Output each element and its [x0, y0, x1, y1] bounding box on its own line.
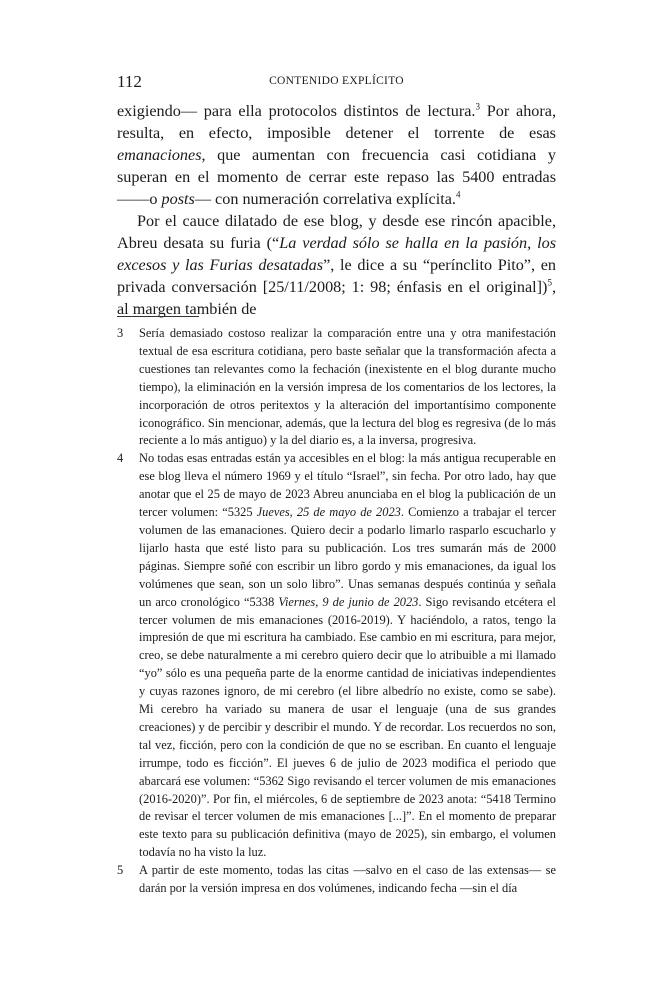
text-run: Por el cauce dilatado de ese blog, y desde ese rincón apacible, Abreu desata su furia (“	[117, 212, 556, 252]
italic-term: posts	[161, 190, 195, 208]
text-run: ”, le dice a su “perínclito Pito”, en privada conversación [25/11/2008; 1: 98; énfasis en el original])	[117, 256, 556, 296]
footnote-ref-4[interactable]: 4	[455, 189, 461, 200]
footnote-5	[117, 862, 556, 898]
footnote-number: 4	[117, 451, 124, 466]
footnote-separator	[117, 316, 199, 317]
paragraph-2	[117, 210, 556, 320]
footnote-text: No todas esas entradas están ya accesibles en el blog: la más antigua recuperable en ese blog lleva el número 1969 y el título “Israel”, sin fecha. Por otro lado, hay que anotar que el 25 de mayo de 2023 Abreu anunciaba en el blog la publicación de un tercer volumen: “5325	[139, 451, 556, 520]
italic-quote: La verdad sólo se halla en la pasión, los excesos y las Furias desatadas	[117, 234, 556, 274]
text-run: Por ahora, resulta, en efecto, imposible detener el torrente de esas	[117, 102, 557, 142]
italic-term: emanaciones	[117, 146, 202, 164]
footnote-number: 5	[117, 863, 124, 878]
footnotes	[117, 325, 556, 898]
text-run: — con numeración correlativa explícita.	[194, 190, 456, 208]
text-run: , al margen también de	[117, 278, 556, 318]
text-run: exigiendo— para ella protocolos distintos de lectura.	[117, 102, 476, 120]
running-header	[117, 72, 556, 92]
footnote-ref-3[interactable]: 3	[475, 101, 480, 112]
footnote-4	[117, 450, 556, 862]
page-number: 112	[117, 72, 142, 91]
main-text	[117, 100, 556, 320]
footnote-ref-5[interactable]: 5	[547, 277, 552, 288]
footnote-number: 3	[117, 326, 124, 340]
footnote-text: Sería demasiado costoso realizar la comparación entre una y otra manifestación textual de esa escritura cotidiana, pero baste señalar que la transformación afecta a cuestiones tan relevantes como la fechación (inexistente en el blog durante mucho tiempo), la eliminación en la versión impresa de los comentarios de los lectores, la incorporación de otros peritextos y la alteración del importantísimo componente iconográfico. Sin mencionar, además, que la lectura del blog es regresiva (de lo más reciente a lo más antiguo) y la del diario es, a la inversa, progresiva.	[139, 326, 556, 448]
footnote-text: A partir de este momento, todas las citas —salvo en el caso de las extensas— se darán por la versión impresa en dos volúmenes, indicando fecha —sin el día	[139, 863, 556, 896]
paragraph-1	[117, 100, 556, 210]
footnote-text: . Comienzo a trabajar el tercer volumen de las emanaciones. Quiero decir a podarlo limarlo rasparlo escucharlo y lijarlo hasta que esté listo para su publicación. Los tres sumarán más de 2000 páginas. Siempre soñé con escribir un libro gordo y mis emanaciones, da igual los volúmenes que sean, son un solo libro”. Unas semanas después continúa y señala un arco cronológico “5338	[139, 505, 556, 609]
text-run: , que aumentan con frecuencia casi cotidiana y superan en el momento de cerrar este repaso las 5400 entradas ——o	[117, 146, 556, 208]
italic-date: Jueves, 25 de mayo de 2023	[256, 505, 401, 520]
italic-date: Viernes, 9 de junio de 2023	[278, 594, 419, 609]
footnote-3	[117, 325, 556, 450]
running-title: CONTENIDO EXPLÍCITO	[269, 75, 404, 87]
footnote-text: . Sigo revisando etcétera el tercer volumen de mis emanaciones (2016-2019). Y haciéndolo, a ratos, tengo la impresión de que mi escritura ha cambiado. Ese cambio en mi escritura, para mejor, creo, se debe naturalmente a mi cerebro quiero decir que lo atribuible a mi llamado “yo” sólo es una pequeña parte de la enorme cantidad de iniciativas independientes y cuyas razones ignoro, de mi cerebro (el libre albedrío no existe, como se sabe). Mi cerebro ha variado su manera de usar el lenguaje (una de sus grandes creaciones) y de percibir y describir el mundo. Y de recordar. Los recuerdos no son, tal vez, ficción, pero con la condición de que no se escriban. En cuanto el lenguaje irrumpe, todo es ficción”. El jueves 6 de julio de 2023 modifica el periodo que abarcará ese volumen: “5362 Sigo revisando el tercer volumen de mis emanaciones (2016-2020)”. Por fin, el miércoles, 6 de septiembre de 2023 anota: “5418 Termino de revisar el tercer volumen de mis emanaciones [...]”. En el momento de preparar este texto para su publicación definitiva (mayo de 2025), sin embargo, el volumen todavía no ha visto la luz.	[139, 594, 556, 860]
